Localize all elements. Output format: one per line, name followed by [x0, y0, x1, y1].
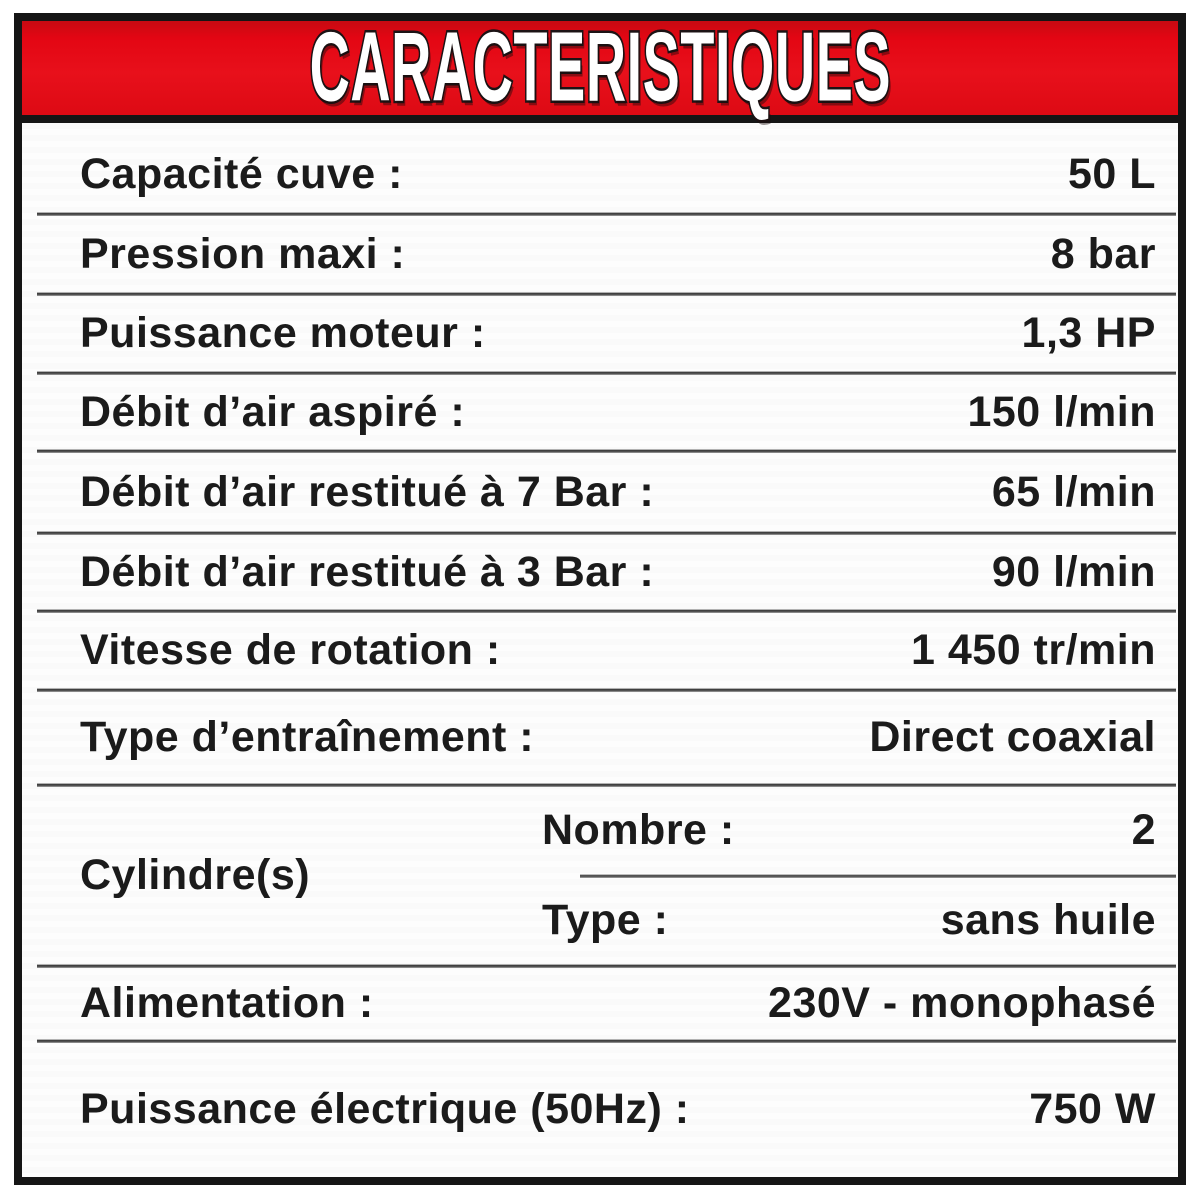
header-banner	[22, 12, 1178, 123]
spec-label: Puissance électrique (50Hz) :	[80, 1084, 690, 1133]
spec-label: Puissance moteur :	[80, 309, 486, 357]
cylindres-label-wrap	[80, 785, 542, 966]
spec-value: 1,3 HP	[1021, 309, 1156, 357]
spec-value: sans huile	[940, 896, 1156, 945]
spec-label: Débit d’air restitué à 3 Bar :	[80, 547, 655, 596]
spec-label: Capacité cuve :	[80, 150, 403, 198]
spec-label: Vitesse de rotation :	[80, 626, 501, 674]
spec-row-alimentation	[22, 966, 1178, 1041]
spec-value: 90 l/min	[991, 547, 1156, 596]
spec-table	[22, 123, 1178, 1177]
spec-value: 8 bar	[1050, 229, 1156, 278]
spec-subrow-type	[542, 876, 1156, 967]
spec-value: 150 l/min	[967, 387, 1156, 436]
spec-label: Type d’entraînement :	[80, 713, 535, 761]
spec-label: Nombre :	[542, 805, 735, 854]
spec-row-debit-aspire	[22, 373, 1178, 451]
spec-row-debit-7bar	[22, 451, 1178, 533]
spec-label: Débit d’air aspiré :	[80, 387, 466, 436]
spec-row-puissance-moteur	[22, 294, 1178, 373]
spec-label: Type :	[542, 896, 669, 945]
cylindres-subtable	[542, 785, 1156, 966]
spec-row-vitesse	[22, 611, 1178, 690]
spec-subrow-nombre	[542, 785, 1156, 876]
page-title: CARACTERISTIQUES	[309, 12, 891, 123]
spec-row-puissance-electrique	[22, 1041, 1178, 1177]
spec-value: 50 L	[1067, 150, 1156, 198]
spec-panel	[14, 13, 1186, 1185]
spec-label: Cylindre(s)	[80, 851, 311, 899]
spec-value: 65 l/min	[991, 467, 1156, 516]
spec-label: Pression maxi :	[80, 229, 406, 278]
spec-row-cylindres	[22, 785, 1178, 966]
spec-value: 1 450 tr/min	[911, 626, 1156, 674]
spec-row-debit-3bar	[22, 533, 1178, 611]
spec-value: 2	[1131, 805, 1156, 854]
spec-row-capacite	[22, 123, 1178, 214]
spec-value: Direct coaxial	[869, 713, 1156, 761]
spec-row-pression	[22, 214, 1178, 294]
spec-label: Alimentation :	[80, 979, 374, 1027]
spec-value: 230V - monophasé	[768, 979, 1156, 1027]
spec-value: 750 W	[1029, 1084, 1156, 1133]
spec-label: Débit d’air restitué à 7 Bar :	[80, 467, 655, 516]
spec-row-entrainement	[22, 690, 1178, 785]
